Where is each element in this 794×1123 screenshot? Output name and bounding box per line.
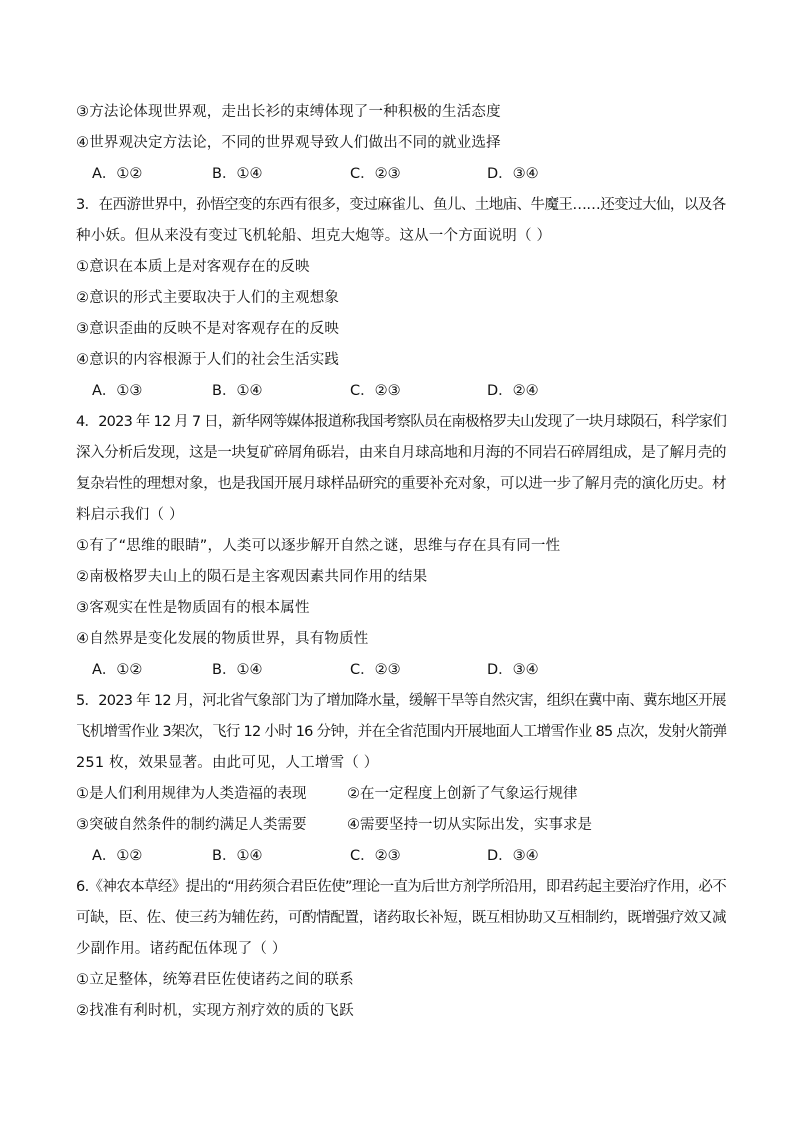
q4-option-a: A．①② xyxy=(92,662,143,678)
q4-item-1: ①有了“思维的眼睛”，人类可以逐步解开自然之谜，思维与存在具有同一性 xyxy=(76,538,561,554)
q3-item-2: ②意识的形式主要取决于人们的主观想象 xyxy=(76,290,340,306)
q6-stem-line-1: 6.《神农本草经》提出的“用药须合君臣佐使”理论一直为后世方剂学所沿用，即君药起主要治疗作用，必不 xyxy=(76,879,727,895)
q2-option-c: C．②③ xyxy=(350,166,401,182)
q2-item-3: ③方法论体现世界观，走出长衫的束缚体现了一种积极的生活态度 xyxy=(76,104,501,120)
q4-stem-line-2: 深入分析后发现，这是一块复矿碎屑角砾岩，由来自月球高地和月海的不同岩石碎屑组成，是了解月壳的 xyxy=(76,445,727,461)
q4-stem-line-4: 料启示我们（ ） xyxy=(76,507,184,523)
q5-item-1: ①是人们利用规律为人类造福的表现 xyxy=(76,786,307,802)
q3-option-a: A．①③ xyxy=(92,383,143,399)
q6-item-1: ①立足整体，统筹君臣佐使诸药之间的联系 xyxy=(76,972,354,988)
q3-item-1: ①意识在本质上是对客观存在的反映 xyxy=(76,259,310,275)
q5-option-d: D．③④ xyxy=(487,848,539,864)
q4-option-d: D．③④ xyxy=(487,662,539,678)
q4-stem-line-1: 4．2023 年 12 月 7 日，新华网等媒体报道称我国考察队员在南极格罗夫山发现了一块月球陨石，科学家们 xyxy=(76,414,727,430)
q4-stem-line-3: 复杂岩性的理想对象，也是我国开展月球样品研究的重要补充对象，可以进一步了解月壳的演化历史。材 xyxy=(76,476,727,492)
q5-stem-line-1: 5．2023 年 12 月，河北省气象部门为了增加降水量，缓解干旱等自然灾害，组织在冀中南、冀东地区开展 xyxy=(76,693,726,709)
q6-stem-line-3: 少副作用。诸药配伍体现了（ ） xyxy=(76,941,287,957)
q3-option-c: C．②③ xyxy=(350,383,401,399)
q3-option-b: B．①④ xyxy=(212,383,263,399)
q4-option-b: B．①④ xyxy=(212,662,263,678)
q3-stem-line-2: 种小妖。但从来没有变过飞机轮船、坦克大炮等。这从一个方面说明（ ） xyxy=(76,228,552,244)
q5-option-b: B．①④ xyxy=(212,848,263,864)
q4-item-4: ④自然界是变化发展的物质世界，具有物质性 xyxy=(76,631,369,647)
q4-item-2: ②南极格罗夫山上的陨石是主客观因素共同作用的结果 xyxy=(76,569,428,585)
q5-item-4: ④需要坚持一切从实际出发，实事求是 xyxy=(347,817,592,833)
q5-stem-line-3: 251 枚，效果显著。由此可见，人工增雪（ ） xyxy=(76,755,379,771)
q2-option-a: A．①② xyxy=(92,166,143,182)
q5-stem-line-2: 飞机增雪作业 3架次，飞行 12 小时 16 分钟，并在全省范围内开展地面人工增雪作业 85 点次，发射火箭弹 xyxy=(76,724,727,740)
q2-option-b: B．①④ xyxy=(212,166,263,182)
q5-option-a: A．①② xyxy=(92,848,143,864)
q3-stem-line-1: 3．在西游世界中，孙悟空变的东西有很多，变过麻雀儿、鱼儿、土地庙、牛魔王……还变过大仙，以及各 xyxy=(76,197,726,213)
q5-item-2: ②在一定程度上创新了气象运行规律 xyxy=(347,786,578,802)
q3-item-3: ③意识歪曲的反映不是对客观存在的反映 xyxy=(76,321,340,337)
q6-item-2: ②找准有利时机，实现方剂疗效的质的飞跃 xyxy=(76,1003,354,1019)
q5-item-3: ③突破自然条件的制约满足人类需要 xyxy=(76,817,307,833)
q3-item-4: ④意识的内容根源于人们的社会生活实践 xyxy=(76,352,340,368)
q4-option-c: C．②③ xyxy=(350,662,401,678)
q4-item-3: ③客观实在性是物质固有的根本属性 xyxy=(76,600,310,616)
q5-option-c: C．②③ xyxy=(350,848,401,864)
q2-option-d: D．③④ xyxy=(487,166,539,182)
q2-item-4: ④世界观决定方法论，不同的世界观导致人们做出不同的就业选择 xyxy=(76,135,501,151)
q3-option-d: D．②④ xyxy=(487,383,539,399)
q6-stem-line-2: 可缺，臣、佐、使三药为辅佐药，可酌情配置，诸药取长补短，既互相协助又互相制约，既增强疗效又减 xyxy=(76,910,727,926)
